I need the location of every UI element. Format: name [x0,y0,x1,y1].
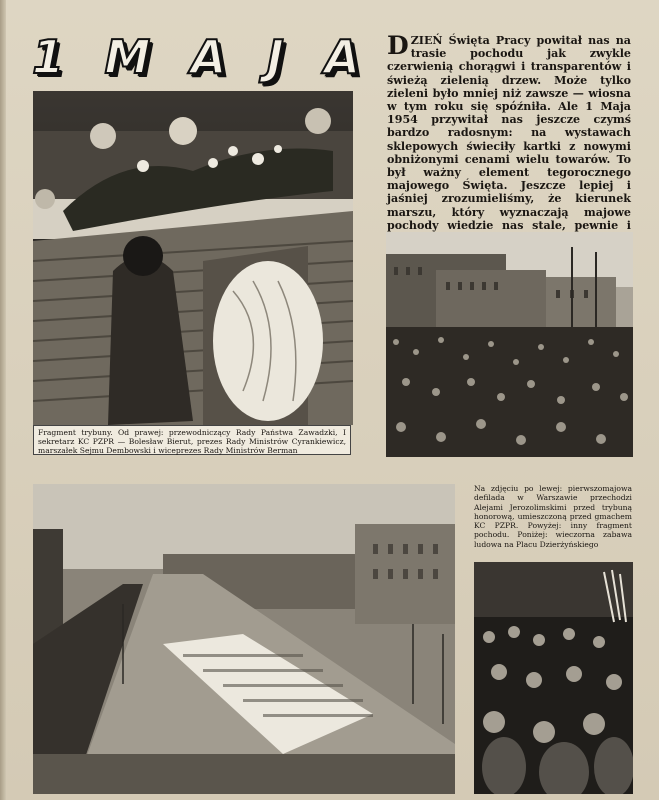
page-edge [0,0,6,800]
avenue-parade-photo [33,484,455,794]
lead-paragraph [387,31,631,245]
lead-text: ZIEŃ Święta Pracy powitał nas na trasie pochodu jak zwykle czerwienią chorągwi i transparentów i świeżą zielenią drzew. Może tylko zieleni było mniej niż zawsze — wiosna w tym roku się spóźniła. Ale 1 Maja 1954 przywitał nas jeszcze czymś bardzo radosnym: na wystawach sklepowych świeciły kartki z nowymi obniżonymi cenami wielu towarów. To był ważny element tegorocznego majowego Święta. Jeszcze lepiej i jaśniej zrozumieliśmy, że kierunek marszu, który wyznaczają majowe pochody wiedzie nas stale, pewnie i [387,34,631,232]
parade-caption: Na zdjęciu po lewej: pierwszomajowa defilada w Warszawie przechodzi Alejami Jerozolimskimi przed trybuną honorową, umieszczoną przed gmachem KC PZPR. Powyżej: inny fragment pochodu. Poniżej: wieczorna zabawa ludowa na Placu Dzierżyńskiego [474,484,632,549]
headline-letter: 1 [32,30,67,84]
headline [32,28,362,86]
headline-letter: A [190,30,229,84]
drop-cap: D [387,31,409,60]
evening-dance-photo [474,562,633,794]
tribune-caption: Fragment trybuny. Od prawej: przewodniczący Rady Państwa Zawadzki, I sekretarz KC PZPR — Bolesław Bierut, prezes Rady Ministrów Cyrankiewicz, marszałek Sejmu Dembowski i wiceprezes Rady Ministrów Berman [33,425,351,455]
headline-letter: A [324,30,362,84]
headline-letter: M [104,30,153,84]
square-crowd-photo [386,232,633,457]
tribune-photo [33,91,353,425]
headline-letter: J [266,30,286,84]
